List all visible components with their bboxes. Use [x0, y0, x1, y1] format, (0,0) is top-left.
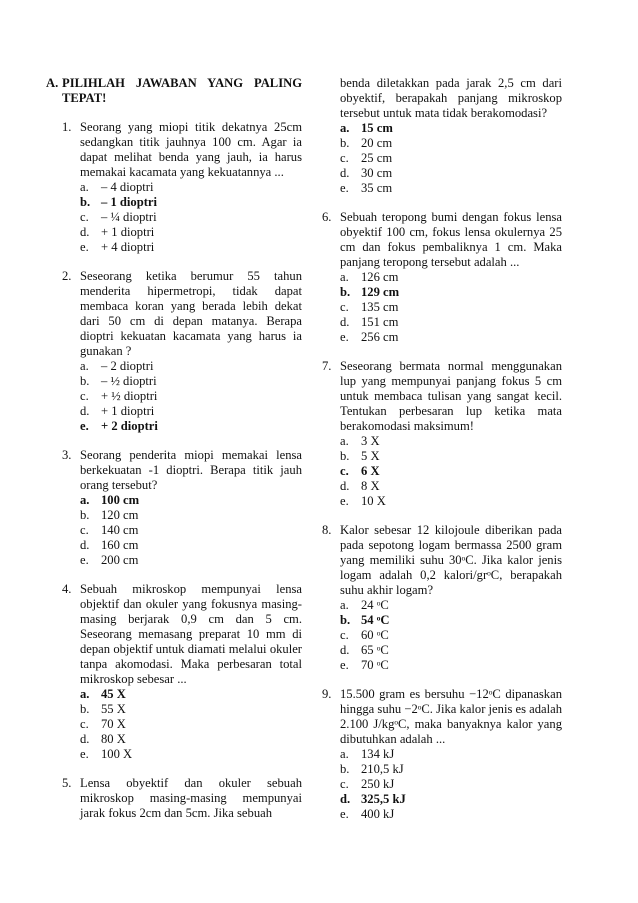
- spacer: [62, 762, 302, 776]
- option-letter: b.: [340, 762, 350, 776]
- option-text: 100 cm: [101, 493, 140, 507]
- option-letter: d.: [80, 225, 90, 239]
- answer-option-a: [340, 747, 562, 762]
- question-body: [340, 359, 562, 509]
- answer-option-e: [80, 553, 302, 568]
- question-number: 5.: [62, 776, 72, 790]
- option-text: + ½ dioptri: [101, 389, 158, 403]
- option-text: + 2 dioptri: [101, 419, 158, 433]
- option-letter: b.: [340, 449, 350, 463]
- option-text: 129 cm: [361, 285, 400, 299]
- question-5-continuation: [322, 76, 562, 196]
- option-text: 325,5 kJ: [361, 792, 406, 806]
- option-letter: d.: [80, 538, 90, 552]
- option-letter: d.: [80, 732, 90, 746]
- question-body: [80, 448, 302, 568]
- option-letter: a.: [340, 121, 350, 135]
- option-text: 54 ᵒC: [361, 613, 390, 627]
- option-letter: d.: [340, 479, 350, 493]
- answer-options: [80, 180, 302, 255]
- option-letter: c.: [80, 389, 89, 403]
- question-body: [80, 120, 302, 255]
- answer-option-e: [340, 658, 562, 673]
- option-text: 65 ᵒC: [361, 643, 389, 657]
- option-text: – 2 dioptri: [101, 359, 154, 373]
- right-question-list: [322, 210, 562, 822]
- answer-option-d: [340, 166, 562, 181]
- question-9: [322, 687, 562, 822]
- question-2: [62, 269, 302, 434]
- answer-option-b: [340, 613, 562, 628]
- option-text: 8 X: [361, 479, 380, 493]
- option-letter: e.: [80, 419, 89, 433]
- option-letter: c.: [80, 717, 89, 731]
- option-letter: d.: [340, 166, 350, 180]
- answer-options: [340, 598, 562, 673]
- option-letter: e.: [340, 494, 349, 508]
- option-letter: a.: [340, 270, 349, 284]
- option-text: 3 X: [361, 434, 380, 448]
- answer-option-b: [340, 285, 562, 300]
- question-number: 7.: [322, 359, 332, 373]
- question-body: [80, 776, 302, 821]
- answer-option-c: [80, 210, 302, 225]
- answer-option-d: [80, 732, 302, 747]
- answer-option-a: [340, 270, 562, 285]
- question-3: [62, 448, 302, 568]
- option-text: – ½ dioptri: [101, 374, 157, 388]
- answer-option-e: [80, 747, 302, 762]
- answer-options: [80, 687, 302, 762]
- option-letter: c.: [340, 777, 349, 791]
- answer-option-c: [340, 628, 562, 643]
- option-text: 15 cm: [361, 121, 393, 135]
- question-body: [340, 687, 562, 822]
- option-text: 134 kJ: [361, 747, 395, 761]
- answer-option-a: [340, 434, 562, 449]
- question-6: [322, 210, 562, 345]
- option-text: + 1 dioptri: [101, 225, 155, 239]
- option-text: 6 X: [361, 464, 380, 478]
- option-text: 30 cm: [361, 166, 393, 180]
- option-letter: b.: [80, 374, 90, 388]
- answer-option-c: [80, 523, 302, 538]
- option-letter: b.: [340, 613, 351, 627]
- answer-options: [340, 747, 562, 822]
- answer-option-c: [340, 777, 562, 792]
- section-letter: A.: [46, 76, 59, 90]
- option-text: – ¼ dioptri: [101, 210, 157, 224]
- option-letter: c.: [340, 300, 349, 314]
- answer-option-b: [80, 195, 302, 210]
- answer-option-a: [80, 359, 302, 374]
- section-title: PILIHLAH JAWABAN YANG PALING TEPAT!: [62, 76, 302, 105]
- option-letter: c.: [340, 464, 349, 478]
- option-text: 151 cm: [361, 315, 399, 329]
- answer-option-b: [340, 449, 562, 464]
- option-text: 160 cm: [101, 538, 139, 552]
- answer-option-e: [340, 330, 562, 345]
- option-text: 55 X: [101, 702, 126, 716]
- option-text: 80 X: [101, 732, 126, 746]
- question-number: 6.: [322, 210, 332, 224]
- question-stem: Kalor sebesar 12 kilojoule diberikan pada pada sepotong logam bermassa 2500 gram yang memiliki suhu 30ᵒC. Jika kalor jenis logam adalah 0,2 kalori/grᵒC, berapakah suhu akhir logam?: [340, 523, 562, 597]
- option-letter: a.: [80, 493, 90, 507]
- spacer: [322, 673, 562, 687]
- option-letter: c.: [80, 523, 89, 537]
- option-text: 200 cm: [101, 553, 139, 567]
- option-text: + 1 dioptri: [101, 404, 155, 418]
- spacer: [322, 509, 562, 523]
- option-text: 24 ᵒC: [361, 598, 389, 612]
- question-4: [62, 582, 302, 762]
- answer-option-c: [340, 151, 562, 166]
- section-heading: [46, 76, 302, 106]
- option-letter: d.: [80, 404, 90, 418]
- answer-option-e: [340, 807, 562, 822]
- answer-option-b: [80, 508, 302, 523]
- answer-option-b: [340, 762, 562, 777]
- question-7: [322, 359, 562, 509]
- option-text: 126 cm: [361, 270, 399, 284]
- answer-option-b: [80, 374, 302, 389]
- option-letter: e.: [80, 747, 89, 761]
- question-5: [62, 776, 302, 821]
- question-body: [340, 523, 562, 673]
- answer-option-d: [80, 404, 302, 419]
- option-text: 70 X: [101, 717, 126, 731]
- question-body: [80, 582, 302, 762]
- spacer: [62, 568, 302, 582]
- answer-option-a: [80, 493, 302, 508]
- option-letter: a.: [340, 747, 349, 761]
- answer-option-e: [340, 181, 562, 196]
- right-column: [322, 76, 562, 822]
- answer-option-c: [80, 717, 302, 732]
- option-text: – 1 dioptri: [101, 195, 157, 209]
- option-text: 45 X: [101, 687, 126, 701]
- left-column: [46, 76, 302, 821]
- option-text: 60 ᵒC: [361, 628, 389, 642]
- option-letter: b.: [80, 508, 90, 522]
- question-number: 4.: [62, 582, 72, 596]
- answer-options: [80, 493, 302, 568]
- option-text: 250 kJ: [361, 777, 395, 791]
- question-stem: 15.500 gram es bersuhu −12ᵒC dipanaskan hingga suhu −2ᵒC. Jika kalor jenis es adalah 2.100 J/kgᵒC, maka banyaknya kalor yang dibutuhkan adalah ...: [340, 687, 562, 746]
- answer-option-a: [80, 687, 302, 702]
- answer-option-d: [340, 643, 562, 658]
- option-text: 70 ᵒC: [361, 658, 389, 672]
- question-stem: Seseorang ketika berumur 55 tahun menderita hipermetropi, tidak dapat membaca koran yang berada lebih dekat dari 50 cm di depan matanya. Berapa dioptri kekuatan kacamata yang harus ia gunakan ?: [80, 269, 302, 358]
- question-number: 8.: [322, 523, 332, 537]
- question-number: 9.: [322, 687, 332, 701]
- option-letter: e.: [80, 240, 89, 254]
- option-letter: a.: [340, 598, 349, 612]
- spacer: [62, 434, 302, 448]
- option-text: 35 cm: [361, 181, 393, 195]
- option-text: 140 cm: [101, 523, 139, 537]
- option-text: 210,5 kJ: [361, 762, 404, 776]
- answer-option-c: [340, 464, 562, 479]
- option-letter: c.: [340, 628, 349, 642]
- answer-option-d: [340, 792, 562, 807]
- answer-option-e: [80, 240, 302, 255]
- question-body: [340, 210, 562, 345]
- answer-option-d: [80, 538, 302, 553]
- option-letter: b.: [80, 195, 91, 209]
- option-letter: e.: [340, 658, 349, 672]
- option-text: 120 cm: [101, 508, 139, 522]
- question-number: 2.: [62, 269, 72, 283]
- option-letter: d.: [340, 315, 350, 329]
- answer-option-d: [80, 225, 302, 240]
- spacer: [322, 196, 562, 210]
- option-letter: b.: [340, 136, 350, 150]
- question-number: 1.: [62, 120, 72, 134]
- answer-options: [340, 270, 562, 345]
- option-letter: a.: [340, 434, 349, 448]
- answer-option-b: [80, 702, 302, 717]
- option-letter: e.: [340, 807, 349, 821]
- question-5-options: [322, 121, 562, 196]
- option-text: 10 X: [361, 494, 386, 508]
- option-letter: b.: [340, 285, 351, 299]
- question-8: [322, 523, 562, 673]
- answer-option-e: [340, 494, 562, 509]
- option-text: 5 X: [361, 449, 380, 463]
- option-text: 135 cm: [361, 300, 399, 314]
- spacer: [62, 255, 302, 269]
- answer-options: [340, 434, 562, 509]
- spacer: [322, 345, 562, 359]
- question-stem: Seseorang bermata normal menggunakan lup yang mempunyai panjang fokus 5 cm untuk membaca tulisan yang sangat kecil. Tentukan perbesaran lup ketika mata berakomodasi maksimum!: [340, 359, 562, 433]
- answer-option-a: [80, 180, 302, 195]
- question-stem: Sebuah teropong bumi dengan fokus lensa obyektif 100 cm, fokus lensa okulernya 25 cm dan fokus pembaliknya 1 cm. Maka panjang teropong tersebut adalah ...: [340, 210, 562, 269]
- option-letter: e.: [80, 553, 89, 567]
- question-stem: Seorang penderita miopi memakai lensa berkekuatan -1 dioptri. Berapa titik jauh orang tersebut?: [80, 448, 302, 492]
- option-letter: b.: [80, 702, 90, 716]
- question-1: [62, 120, 302, 255]
- question-stem: benda diletakkan pada jarak 2,5 cm dari obyektif, berapakah panjang mikroskop tersebut untuk mata tidak berakomodasi?: [340, 76, 562, 120]
- answer-option-a: [340, 598, 562, 613]
- option-text: 100 X: [101, 747, 133, 761]
- answer-options: [80, 359, 302, 434]
- answer-option-b: [340, 136, 562, 151]
- question-stem: Lensa obyektif dan okuler sebuah mikroskop masing-masing mempunyai jarak fokus 2cm dan 5cm. Jika sebuah: [80, 776, 302, 820]
- answer-option-c: [80, 389, 302, 404]
- answer-option-a: [340, 121, 562, 136]
- option-letter: d.: [340, 792, 351, 806]
- option-text: 256 cm: [361, 330, 399, 344]
- answer-option-d: [340, 479, 562, 494]
- option-letter: e.: [340, 181, 349, 195]
- option-text: 400 kJ: [361, 807, 395, 821]
- option-letter: c.: [80, 210, 89, 224]
- option-letter: a.: [80, 180, 89, 194]
- option-letter: a.: [80, 687, 90, 701]
- option-letter: d.: [340, 643, 350, 657]
- option-text: – 4 dioptri: [101, 180, 154, 194]
- option-text: 25 cm: [361, 151, 393, 165]
- option-letter: e.: [340, 330, 349, 344]
- option-letter: a.: [80, 359, 89, 373]
- answer-option-d: [340, 315, 562, 330]
- question-stem: Sebuah mikroskop mempunyai lensa objektif dan okuler yang fokusnya masing-masing berjarak 0,9 cm dan 5 cm. Seseorang memasang preparat 10 mm di depan objektif untuk diamati melalui okuler tanpa akomodasi. Maka perbesaran total mikroskop sebesar ...: [80, 582, 302, 686]
- question-stem: Seorang yang miopi titik dekatnya 25cm sedangkan titik jauhnya 100 cm. Agar ia dapat melihat benda yang jauh, ia harus memakai kacamata yang kekuatannya ...: [80, 120, 302, 179]
- answer-option-c: [340, 300, 562, 315]
- option-letter: c.: [340, 151, 349, 165]
- option-text: 20 cm: [361, 136, 393, 150]
- option-text: + 4 dioptri: [101, 240, 155, 254]
- question-number: 3.: [62, 448, 72, 462]
- question-body: [80, 269, 302, 434]
- answer-option-e: [80, 419, 302, 434]
- left-question-list: [46, 120, 302, 821]
